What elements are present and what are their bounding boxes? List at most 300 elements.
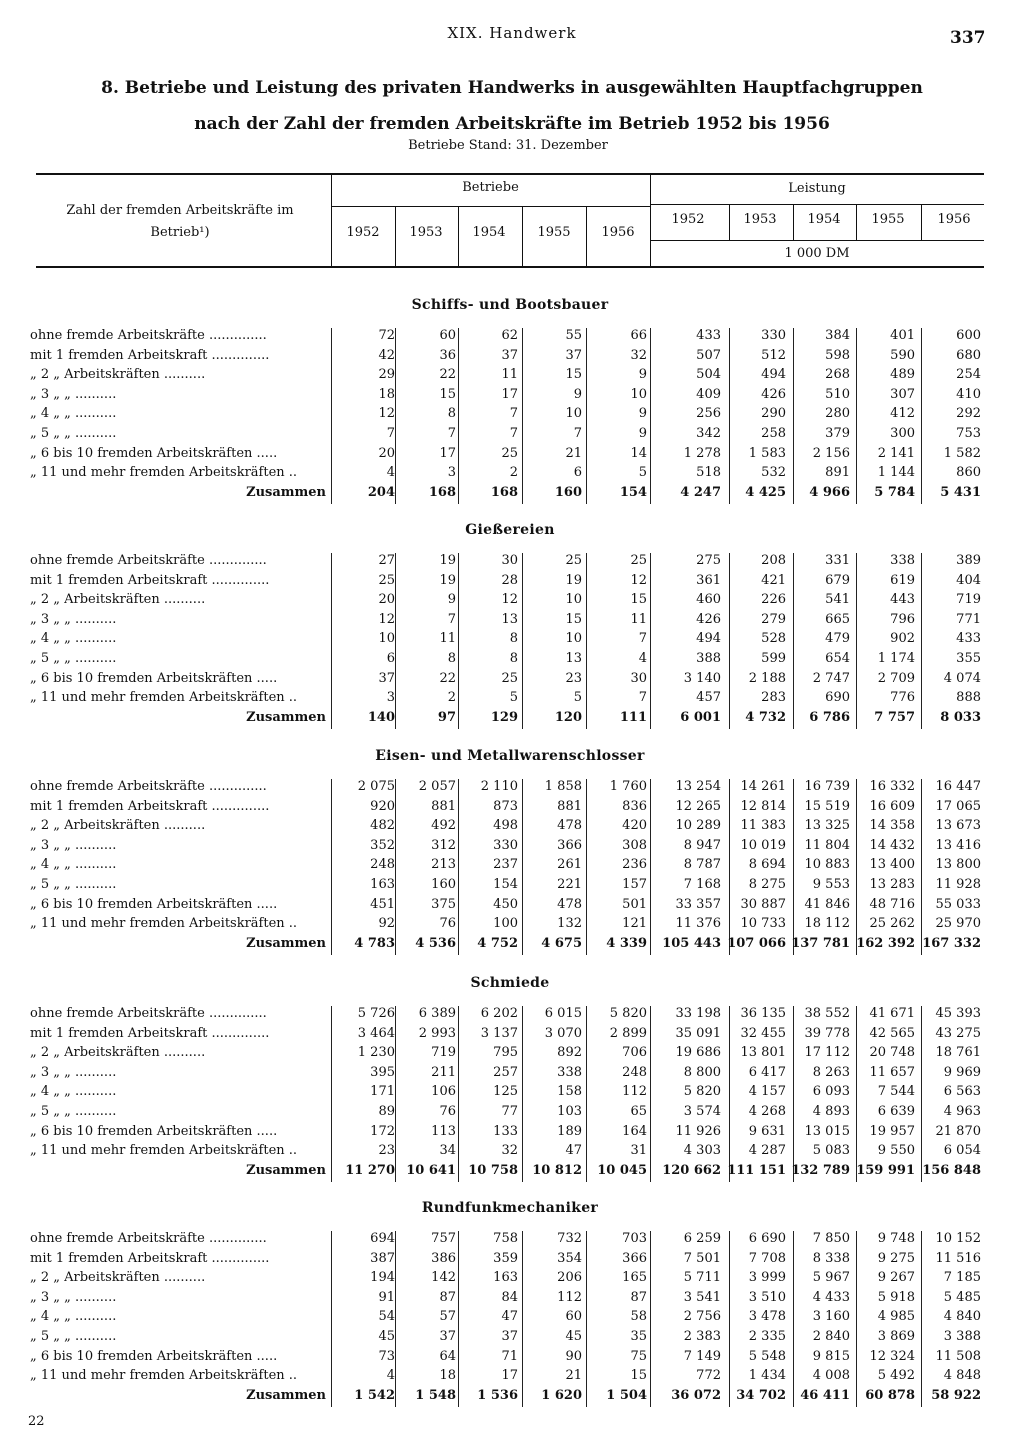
betriebe-cell: 22 [439,670,456,686]
leistung-cell: 9 553 [812,877,850,892]
leistung-cell: 3 160 [812,1309,850,1325]
betriebe-cell: 77 [501,1104,518,1119]
betriebe-year-header: 1955 [537,225,571,240]
leistung-cell: 38 552 [804,1006,850,1021]
leistung-cell: 58 922 [931,1387,981,1403]
leistung-cell: 654 [825,651,850,666]
leistung-cell: 258 [761,426,786,441]
row-label: „ 5 „ „ .......... [30,651,117,666]
betriebe-cell: 23 [378,1143,395,1159]
betriebe-cell: 758 [493,1231,518,1246]
betriebe-cell: 37 [501,1329,518,1344]
leistung-year-header: 1952 [671,212,705,227]
betriebe-cell: 25 [501,670,518,686]
betriebe-cell: 189 [557,1123,582,1139]
betriebe-cell: 42 [378,347,395,363]
betriebe-cell: 66 [630,328,647,343]
betriebe-cell: 1 542 [354,1387,395,1403]
betriebe-cell: 157 [622,877,647,892]
leistung-cell: 226 [761,592,786,608]
leistung-cell: 18 761 [935,1045,981,1061]
table-row [0,1307,1024,1327]
leistung-cell: 4 425 [745,484,786,500]
betriebe-cell: 366 [622,1250,647,1266]
betriebe-cell: 21 [565,445,582,461]
leistung-cell: 426 [696,611,721,627]
betriebe-cell: 165 [622,1270,647,1286]
table-row [0,629,1024,649]
row-label: „ 2 „ Arbeitskräften .......... [30,1270,206,1286]
betriebe-cell: 37 [565,347,582,363]
leistung-cell: 6 093 [812,1084,850,1100]
betriebe-cell: 112 [557,1289,582,1305]
row-label: ohne fremde Arbeitskräfte .............. [30,1231,267,1246]
betriebe-cell: 7 [638,631,647,647]
leistung-cell: 4 157 [748,1084,786,1100]
row-label: „ 11 und mehr fremden Arbeitskräften .. [30,465,298,481]
unit-rule [650,240,984,241]
betriebe-cell: 125 [493,1084,518,1100]
row-label: mit 1 fremden Arbeitskraft .............. [30,1025,270,1041]
betriebe-cell: 206 [557,1270,582,1286]
betriebe-rule [331,206,650,207]
betriebe-cell: 47 [565,1143,582,1159]
leistung-cell: 8 947 [683,837,721,853]
betriebe-cell: 19 [439,572,456,588]
betriebe-cell: 87 [439,1289,456,1305]
betriebe-cell: 142 [431,1270,456,1286]
betriebe-cell: 2 993 [418,1025,456,1041]
leistung-cell: 11 508 [935,1348,981,1364]
betriebe-cell: 2 899 [609,1025,647,1041]
running-head: XIX. Handwerk [447,24,577,42]
row-label: „ 6 bis 10 fremden Arbeitskräften ..... [30,445,278,461]
betriebe-cell: 140 [367,709,395,725]
betriebe-cell: 9 [638,406,647,422]
leistung-cell: 860 [956,465,981,481]
table-row [0,855,1024,875]
leistung-cell: 7 149 [683,1348,721,1364]
leistung-cell: 410 [956,386,981,402]
betriebe-cell: 10 758 [468,1162,518,1178]
page-number: 337 [950,28,986,48]
leistung-cell: 4 247 [680,484,721,500]
betriebe-cell: 10 045 [597,1162,647,1178]
betriebe-cell: 248 [622,1064,647,1080]
total-label: Zusammen [246,1387,326,1403]
leistung-cell: 6 001 [680,709,721,725]
leistung-cell: 4 985 [877,1309,915,1325]
leistung-cell: 3 869 [877,1329,915,1344]
leistung-cell: 167 332 [922,935,981,951]
betriebe-cell: 9 [638,367,647,383]
table-row [0,1102,1024,1122]
leistung-cell: 10 152 [935,1231,981,1246]
betriebe-cell: 420 [622,818,647,834]
leistung-header: Leistung [788,181,846,196]
leistung-cell: 460 [696,592,721,608]
leistung-cell: 401 [890,328,915,343]
betriebe-cell: 106 [431,1084,456,1100]
betriebe-cell: 4 752 [477,935,518,951]
leistung-cell: 384 [825,328,850,343]
betriebe-cell: 10 [630,386,647,402]
total-row [0,483,1024,503]
betriebe-cell: 386 [431,1250,456,1266]
leistung-cell: 7 708 [748,1250,786,1266]
leistung-cell: 20 748 [869,1045,915,1061]
betriebe-cell: 34 [439,1143,456,1159]
table-row [0,875,1024,895]
leistung-cell: 8 787 [683,857,721,873]
row-label: „ 5 „ „ .......... [30,426,117,441]
betriebe-cell: 120 [554,709,582,725]
leistung-cell: 590 [890,347,915,363]
betriebe-cell: 7 [573,426,582,441]
betriebe-cell: 60 [439,328,456,343]
betriebe-cell: 2 [509,465,518,481]
betriebe-cell: 4 536 [415,935,456,951]
betriebe-cell: 158 [557,1084,582,1100]
leistung-cell: 9 267 [877,1270,915,1286]
total-row [0,934,1024,954]
leistung-cell: 5 784 [874,484,915,500]
table-row [0,1063,1024,1083]
betriebe-cell: 5 [509,690,518,706]
leistung-cell: 17 112 [804,1045,850,1061]
leistung-cell: 1 278 [683,445,721,461]
leistung-cell: 10 733 [740,916,786,932]
row-label: „ 3 „ „ .......... [30,386,117,402]
leistung-cell: 891 [825,465,850,481]
leistung-cell: 3 510 [748,1289,786,1305]
betriebe-cell: 366 [557,837,582,853]
leistung-cell: 7 757 [874,709,915,725]
leistung-cell: 9 969 [943,1064,981,1080]
leistung-cell: 13 254 [675,779,721,794]
unit-label: 1 000 DM [784,246,850,261]
stub-header: Zahl der fremden Arbeitskräfte im Betrieb¹) [66,203,294,240]
table-row [0,836,1024,856]
row-label: „ 2 „ Arbeitskräften .......... [30,592,206,608]
leistung-cell: 33 357 [675,896,721,912]
betriebe-cell: 892 [557,1045,582,1061]
leistung-cell: 342 [696,426,721,441]
row-label: mit 1 fremden Arbeitskraft .............. [30,798,270,814]
betriebe-cell: 84 [501,1289,518,1305]
betriebe-cell: 129 [490,709,518,725]
leistung-cell: 388 [696,651,721,666]
betriebe-cell: 160 [431,877,456,892]
row-label: „ 6 bis 10 fremden Arbeitskräften ..... [30,670,278,686]
betriebe-cell: 1 548 [415,1387,456,1403]
leistung-cell: 25 970 [935,916,981,932]
leistung-cell: 9 631 [748,1123,786,1139]
leistung-cell: 5 711 [683,1270,721,1286]
betriebe-cell: 72 [378,328,395,343]
row-label: „ 5 „ „ .......... [30,1329,117,1344]
betriebe-cell: 7 [509,406,518,422]
betriebe-cell: 3 [386,690,395,706]
table-row [0,1004,1024,1024]
betriebe-cell: 395 [370,1064,395,1080]
leistung-cell: 10 289 [675,818,721,834]
betriebe-cell: 15 [565,611,582,627]
row-label: „ 11 und mehr fremden Arbeitskräften .. [30,1368,298,1384]
leistung-cell: 3 574 [683,1104,721,1119]
betriebe-cell: 10 812 [532,1162,582,1178]
betriebe-cell: 37 [439,1329,456,1344]
betriebe-cell: 54 [378,1309,395,1325]
leistung-cell: 14 261 [740,779,786,794]
leistung-cell: 541 [825,592,850,608]
leistung-cell: 2 383 [683,1329,721,1344]
leistung-cell: 719 [956,592,981,608]
betriebe-cell: 213 [431,857,456,873]
betriebe-cell: 482 [370,818,395,834]
betriebe-cell: 32 [630,347,647,363]
leistung-cell: 7 850 [812,1231,850,1246]
leistung-cell: 12 814 [740,798,786,814]
leistung-cell: 156 848 [922,1162,981,1178]
betriebe-cell: 17 [501,386,518,402]
leistung-cell: 443 [890,592,915,608]
betriebe-cell: 732 [557,1231,582,1246]
betriebe-cell: 3 464 [357,1025,395,1041]
leistung-cell: 2 747 [812,670,850,686]
betriebe-cell: 451 [370,896,395,912]
betriebe-cell: 12 [630,572,647,588]
row-label: ohne fremde Arbeitskräfte .............. [30,779,267,794]
betriebe-cell: 45 [378,1329,395,1344]
betriebe-cell: 1 760 [609,779,647,794]
total-row [0,708,1024,728]
betriebe-cell: 873 [493,798,518,814]
betriebe-cell: 6 [573,465,582,481]
betriebe-cell: 92 [378,916,395,932]
leistung-cell: 9 748 [877,1231,915,1246]
betriebe-cell: 20 [378,592,395,608]
row-label: „ 4 „ „ .......... [30,406,117,422]
table-row [0,1122,1024,1142]
betriebe-cell: 237 [493,857,518,873]
leistung-cell: 518 [696,465,721,481]
betriebe-cell: 29 [378,367,395,383]
betriebe-cell: 172 [370,1123,395,1139]
betriebe-cell: 91 [378,1289,395,1305]
betriebe-cell: 2 110 [480,779,518,794]
betriebe-cell: 4 783 [354,935,395,951]
table-row [0,914,1024,934]
leistung-year-header: 1956 [937,212,971,227]
betriebe-cell: 17 [501,1368,518,1384]
betriebe-cell: 163 [370,877,395,892]
leistung-cell: 3 541 [683,1289,721,1305]
leistung-cell: 17 065 [935,798,981,814]
betriebe-cell: 352 [370,837,395,853]
leistung-cell: 5 918 [877,1289,915,1305]
header-top-rule [36,173,984,175]
betriebe-cell: 2 057 [418,779,456,794]
leistung-cell: 6 417 [748,1064,786,1080]
leistung-cell: 355 [956,651,981,666]
leistung-cell: 11 657 [869,1064,915,1080]
leistung-cell: 4 963 [943,1104,981,1119]
betriebe-cell: 73 [378,1348,395,1364]
betriebe-cell: 121 [622,916,647,932]
betriebe-cell: 163 [493,1270,518,1286]
leistung-cell: 11 804 [804,837,850,853]
betriebe-cell: 8 [509,631,518,647]
leistung-cell: 494 [696,631,721,647]
row-label: „ 4 „ „ .......... [30,857,117,873]
leistung-cell: 14 358 [869,818,915,834]
leistung-cell: 2 756 [683,1309,721,1325]
betriebe-cell: 387 [370,1250,395,1266]
betriebe-cell: 10 641 [406,1162,456,1178]
betriebe-cell: 194 [370,1270,395,1286]
betriebe-cell: 90 [565,1348,582,1364]
leistung-cell: 8 263 [812,1064,850,1080]
betriebe-cell: 211 [431,1064,456,1080]
leistung-cell: 690 [825,690,850,706]
betriebe-cell: 330 [493,837,518,853]
leistung-cell: 107 066 [727,935,786,951]
row-label: „ 3 „ „ .......... [30,1064,117,1080]
leistung-cell: 10 883 [804,857,850,873]
table-row [0,1043,1024,1063]
table-row [0,1024,1024,1044]
betriebe-cell: 719 [431,1045,456,1061]
leistung-cell: 19 686 [675,1045,721,1061]
leistung-cell: 489 [890,367,915,383]
leistung-cell: 280 [825,406,850,422]
leistung-cell: 379 [825,426,850,441]
betriebe-cell: 257 [493,1064,518,1080]
leistung-cell: 796 [890,611,915,627]
row-label: „ 3 „ „ .......... [30,837,117,853]
leistung-cell: 159 991 [856,1162,915,1178]
leistung-cell: 1 174 [877,651,915,666]
leistung-cell: 504 [696,367,721,383]
betriebe-cell: 35 [630,1329,647,1344]
betriebe-cell: 45 [565,1329,582,1344]
leistung-cell: 105 443 [662,935,721,951]
betriebe-cell: 164 [622,1123,647,1139]
leistung-cell: 208 [761,553,786,568]
betriebe-cell: 15 [630,592,647,608]
leistung-cell: 36 072 [671,1387,721,1403]
total-row [0,1386,1024,1406]
betriebe-cell: 10 [378,631,395,647]
table-row [0,1366,1024,1386]
leistung-cell: 338 [890,553,915,568]
row-label: „ 11 und mehr fremden Arbeitskräften .. [30,916,298,932]
betriebe-cell: 6 202 [480,1006,518,1021]
table-row [0,895,1024,915]
leistung-cell: 18 112 [804,916,850,932]
leistung-cell: 5 485 [943,1289,981,1305]
leistung-cell: 16 447 [935,779,981,794]
betriebe-cell: 7 [447,426,456,441]
betriebe-cell: 5 726 [357,1006,395,1021]
leistung-cell: 6 259 [683,1231,721,1246]
leistung-cell: 5 967 [812,1270,850,1286]
betriebe-cell: 3 [447,465,456,481]
leistung-cell: 5 492 [877,1368,915,1384]
betriebe-cell: 55 [565,328,582,343]
betriebe-cell: 757 [431,1231,456,1246]
leistung-cell: 34 702 [736,1387,786,1403]
leistung-cell: 46 411 [800,1387,850,1403]
leistung-cell: 111 151 [727,1162,786,1178]
leistung-cell: 9 815 [812,1348,850,1364]
betriebe-cell: 1 504 [606,1387,647,1403]
header-bottom-rule [36,266,984,268]
betriebe-cell: 12 [378,406,395,422]
betriebe-header: Betriebe [462,180,519,195]
row-label: ohne fremde Arbeitskräfte .............. [30,1006,267,1021]
betriebe-cell: 11 [501,367,518,383]
stand-note: Betriebe Stand: 31. Dezember [408,138,608,153]
row-label: „ 6 bis 10 fremden Arbeitskräften ..... [30,1348,278,1364]
leistung-cell: 2 188 [748,670,786,686]
leistung-cell: 409 [696,386,721,402]
leistung-cell: 5 820 [683,1084,721,1100]
leistung-cell: 6 054 [943,1143,981,1159]
betriebe-cell: 23 [565,670,582,686]
total-label: Zusammen [246,1162,326,1178]
leistung-cell: 11 516 [935,1250,981,1266]
leistung-cell: 412 [890,406,915,422]
leistung-cell: 16 609 [869,798,915,814]
leistung-cell: 279 [761,611,786,627]
betriebe-cell: 62 [501,328,518,343]
betriebe-cell: 89 [378,1104,395,1119]
betriebe-cell: 65 [630,1104,647,1119]
leistung-cell: 13 400 [869,857,915,873]
leistung-cell: 4 732 [745,709,786,725]
betriebe-cell: 28 [501,572,518,588]
betriebe-cell: 5 [638,465,647,481]
betriebe-cell: 221 [557,877,582,892]
leistung-cell: 528 [761,631,786,647]
table-row [0,1141,1024,1161]
betriebe-cell: 11 [439,631,456,647]
row-label: mit 1 fremden Arbeitskraft .............. [30,347,270,363]
betriebe-cell: 11 [630,611,647,627]
betriebe-cell: 706 [622,1045,647,1061]
betriebe-cell: 3 137 [480,1025,518,1041]
betriebe-cell: 1 620 [541,1387,582,1403]
betriebe-cell: 30 [630,670,647,686]
leistung-cell: 11 376 [675,916,721,932]
table-row [0,1268,1024,1288]
betriebe-cell: 25 [630,553,647,568]
leistung-cell: 3 478 [748,1309,786,1325]
betriebe-cell: 9 [573,386,582,402]
leistung-cell: 13 325 [804,818,850,834]
leistung-cell: 43 275 [935,1025,981,1041]
year-divider [856,205,857,240]
betriebe-cell: 9 [447,592,456,608]
leistung-cell: 888 [956,690,981,706]
leistung-cell: 2 840 [812,1329,850,1344]
betriebe-cell: 36 [439,347,456,363]
betriebe-cell: 25 [565,553,582,568]
table-row [0,463,1024,483]
leistung-cell: 41 671 [869,1006,915,1021]
